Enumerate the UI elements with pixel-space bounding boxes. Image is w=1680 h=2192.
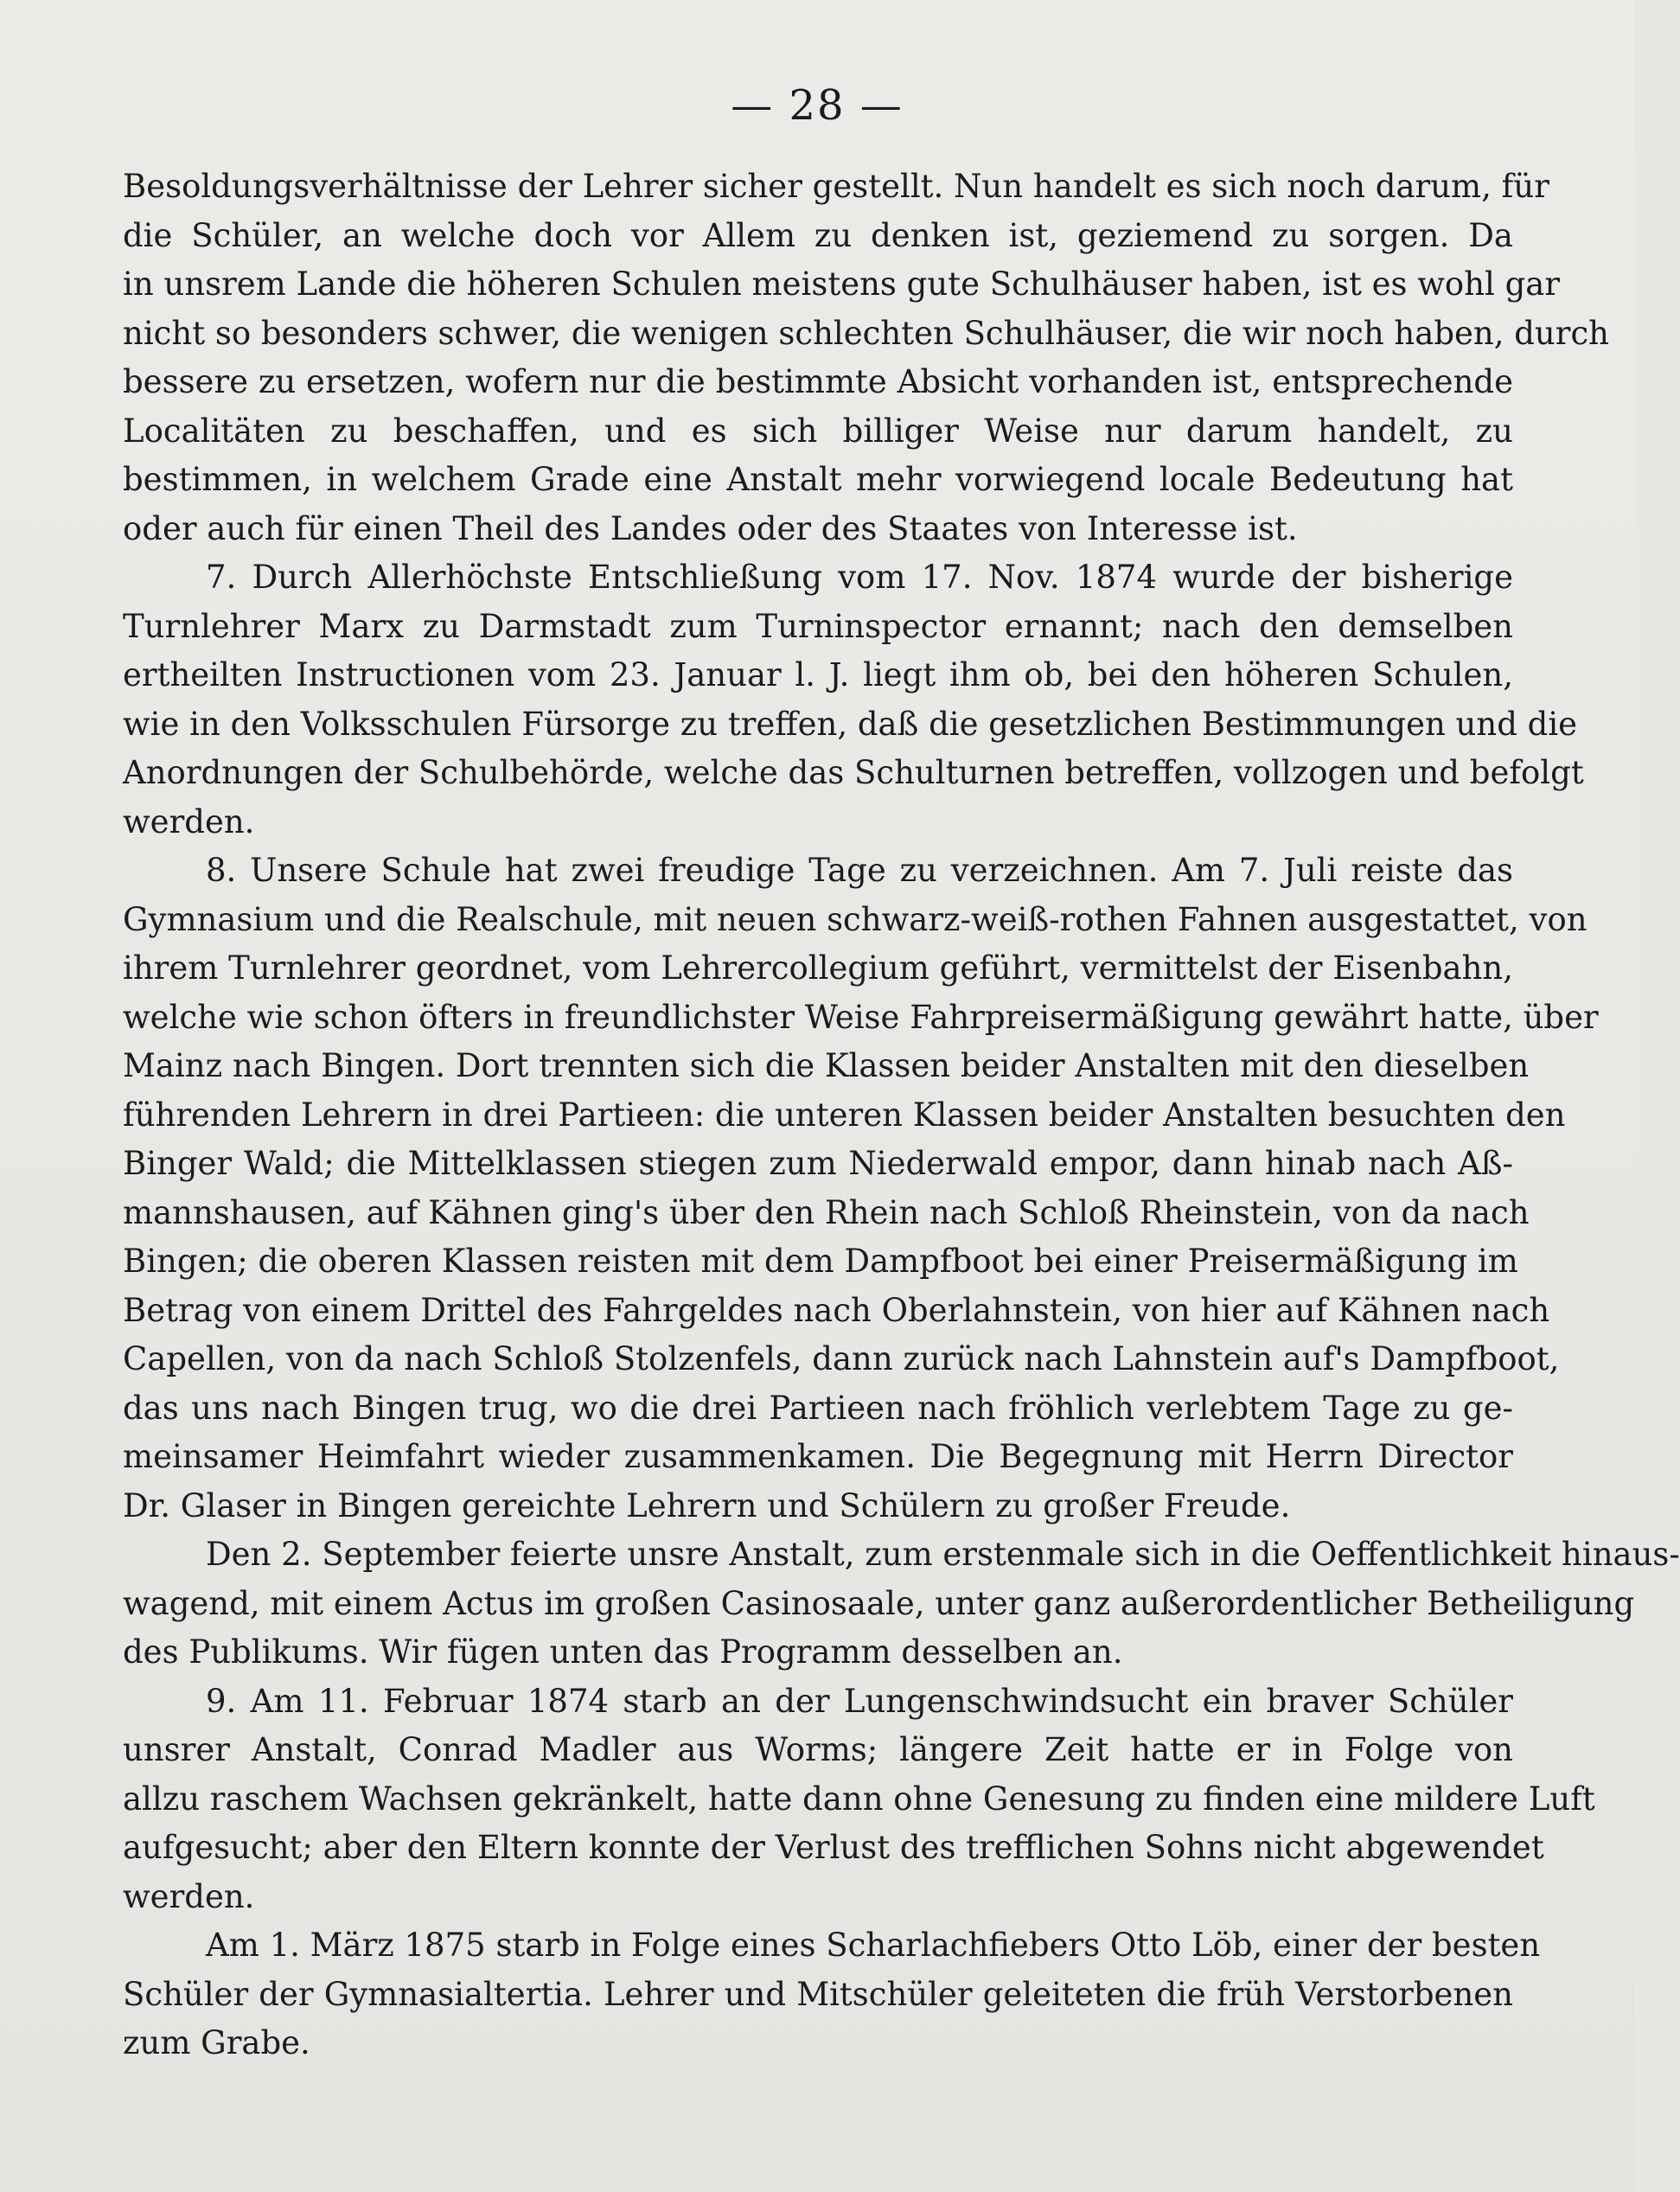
text-line: führenden Lehrern in drei Partieen: die unteren Klassen beider Anstalten besuchten den (123, 1096, 1566, 1134)
text-line: Anordnungen der Schulbehörde, welche das Schulturnen betreffen, vollzogen und befolgt (123, 754, 1584, 791)
text-line: Localitäten zu beschaffen, und es sich billiger Weise nur darum handelt, zu (123, 412, 1513, 450)
text-line: Bingen; die oberen Klassen reisten mit dem Dampfboot bei einer Preisermäßigung im (123, 1243, 1518, 1280)
text-line: in unsrem Lande die höheren Schulen meistens gute Schulhäuser haben, ist es wohl gar (123, 265, 1561, 303)
text-line: unsrer Anstalt, Conrad Madler aus Worms; längere Zeit hatte er in Folge von (123, 1731, 1513, 1768)
text-line: wagend, mit einem Actus im großen Casinosaale, unter ganz außerordentlicher Betheiligung (123, 1584, 1635, 1622)
text-line: Betrag von einem Drittel des Fahrgeldes nach Oberlahnstein, von hier auf Kähnen nach (123, 1291, 1550, 1329)
text-line: allzu raschem Wachsen gekränkelt, hatte dann ohne Genesung zu finden eine mildere Luft (123, 1780, 1595, 1818)
text-line: 8. Unsere Schule hat zwei freudige Tage zu verzeichnen. Am 7. Juli reiste das (206, 852, 1513, 889)
text-line: Binger Wald; die Mittelklassen stiegen zum Niederwald empor, dann hinab nach Aß- (123, 1145, 1513, 1182)
text-line: 7. Durch Allerhöchste Entschließung vom 17. Nov. 1874 wurde der bisherige (206, 559, 1513, 596)
text-line: welche wie schon öfters in freundlichster Weise Fahrpreisermäßigung gewährt hatte, über (123, 998, 1599, 1036)
body-text (123, 163, 1680, 2068)
text-line: werden. (123, 802, 255, 840)
text-line: Schüler der Gymnasialtertia. Lehrer und Mitschüler geleiteten die früh Verstorbenen (123, 1975, 1513, 2013)
text-line: aufgesucht; aber den Eltern konnte der Verlust des trefflichen Sohns nicht abgewendet (123, 1829, 1544, 1866)
text-line: werden. (123, 1877, 255, 1915)
text-line: Turnlehrer Marx zu Darmstadt zum Turninspector ernannt; nach den demselben (123, 607, 1513, 645)
text-line: bessere zu ersetzen, wofern nur die bestimmte Absicht vorhanden ist, entsprechende (123, 363, 1513, 400)
text-line: Mainz nach Bingen. Dort trennten sich die Klassen beider Anstalten mit den dieselben (123, 1047, 1530, 1084)
page-number: — 28 — (731, 81, 904, 130)
text-line: des Publikums. Wir fügen unten das Programm desselben an. (123, 1633, 1123, 1671)
text-line: meinsamer Heimfahrt wieder zusammenkamen. Die Begegnung mit Herrn Director (123, 1438, 1513, 1475)
text-line: oder auch für einen Theil des Landes oder des Staates von Interesse ist. (123, 509, 1298, 547)
text-line: ihrem Turnlehrer geordnet, vom Lehrercollegium geführt, vermittelst der Eisenbahn, (123, 949, 1513, 987)
text-line: Besoldungsverhältnisse der Lehrer sicher gestellt. Nun handelt es sich noch darum, für (123, 168, 1549, 205)
text-line: nicht so besonders schwer, die wenigen schlechten Schulhäuser, die wir noch haben, durch (123, 314, 1610, 352)
text-line: Den 2. September feierte unsre Anstalt, zum erstenmale sich in die Oeffentlichkeit hinaus- (206, 1536, 1680, 1573)
text-line: Capellen, von da nach Schloß Stolzenfels, dann zurück nach Lahnstein auf's Dampfboot, (123, 1340, 1560, 1377)
text-line: wie in den Volksschulen Fürsorge zu treffen, daß die gesetzlichen Bestimmungen und die (123, 705, 1578, 743)
text-line: mannshausen, auf Kähnen ging's über den Rhein nach Schloß Rheinstein, von da nach (123, 1193, 1530, 1231)
text-line: das uns nach Bingen trug, wo die drei Partieen nach fröhlich verlebtem Tage zu ge- (123, 1389, 1513, 1427)
text-line: bestimmen, in welchem Grade eine Anstalt mehr vorwiegend locale Bedeutung hat (123, 461, 1513, 498)
text-line: Dr. Glaser in Bingen gereichte Lehrern und Schülern zu großer Freude. (123, 1486, 1291, 1524)
text-line: die Schüler, an welche doch vor Allem zu denken ist, geziemend zu sorgen. Da (123, 216, 1513, 254)
text-line: zum Grabe. (123, 2024, 310, 2061)
text-line: 9. Am 11. Februar 1874 starb an der Lungenschwindsucht ein braver Schüler (206, 1682, 1513, 1720)
text-line: Am 1. März 1875 starb in Folge eines Scharlachfiebers Otto Löb, einer der besten (206, 1927, 1541, 1964)
text-line: Gymnasium und die Realschule, mit neuen schwarz-weiß-rothen Fahnen ausgestattet, von (123, 900, 1587, 938)
text-line: ertheilten Instructionen vom 23. Januar l. J. liegt ihm ob, bei den höheren Schulen, (123, 656, 1513, 693)
